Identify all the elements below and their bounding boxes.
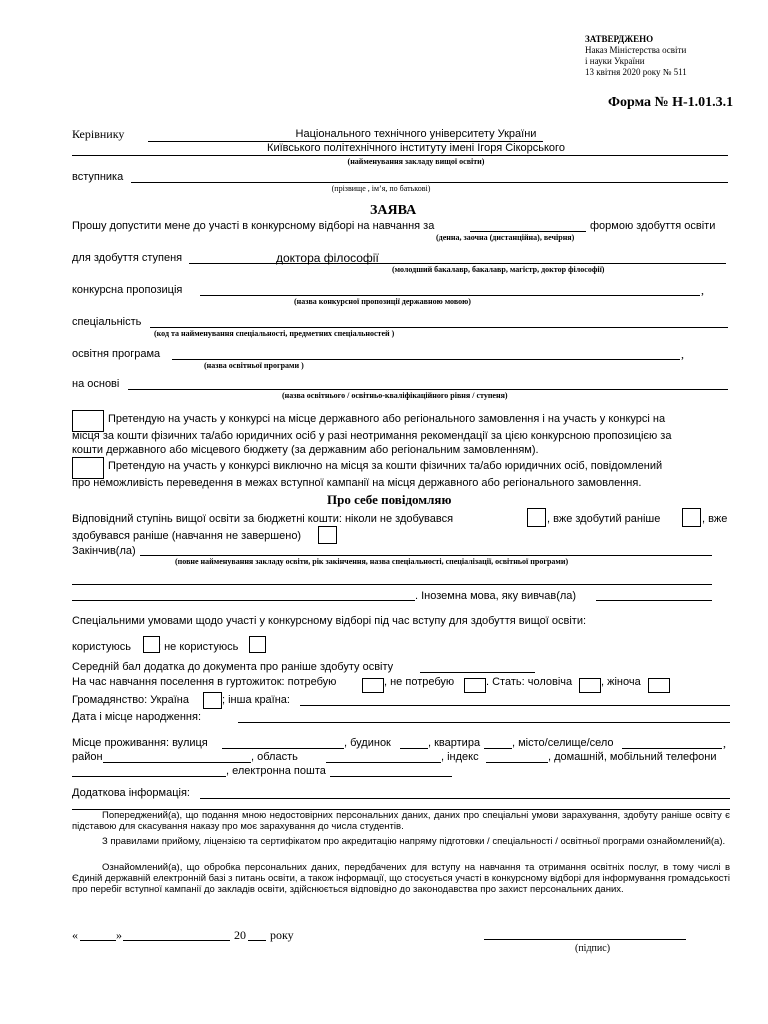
program-hint: (назва освітньої програми ) [204,361,304,370]
option-1-checkbox[interactable] [72,410,104,432]
specialty-label: спеціальність [72,316,142,328]
extra-label: Додаткова інформація: [72,787,190,799]
date-close: » [116,928,122,942]
birth-label: Дата і місце народження: [72,711,202,723]
request-line1-a: Прошу допустити мене до участі в конкурсному відборі на навчання за [72,220,435,232]
not-use-label: ; не користуюсь [158,641,239,653]
head-label: Керівнику [72,127,125,141]
institution-line-2: Київського політехнічного інституту імені Ігоря Сікорського [267,142,565,154]
dorm-no-label: , не потребую [384,676,455,688]
budget-text-d: здобувався раніше (навчання не завершено) [72,530,302,542]
other-country-label: ; інша країна: [222,694,290,706]
budget-text-c: , вже [702,513,728,525]
address-apt-label: , квартира [428,737,481,749]
option-2-line-2: про неможливість переведення в межах вступної кампанії на місця державного або регіонального замовлення. [72,477,642,489]
option-1-line-2: місця за кошти фізичних та/або юридичних осіб у разі неотримання рекомендації за цією конкурсною пропозицією за [72,430,672,442]
oblast-label: , область [251,751,298,763]
sex-label: . Стать: чоловіча [486,676,573,688]
about-heading: Про себе повідомляю [327,492,452,507]
use-label: користуюсь [72,641,131,653]
approval-line-2: і науки України [585,56,645,66]
not-use-checkbox[interactable] [249,636,266,653]
basis-hint: (назва освітнього / освітньо-кваліфікаційного рівня / ступеня) [282,391,508,400]
phones-label: , домашній, мобільний телефони [548,751,717,763]
program-label: освітня програма [72,348,161,360]
dorm-yes-checkbox[interactable] [362,678,384,693]
basis-label: на основі [72,378,120,390]
sex-male-checkbox[interactable] [579,678,601,693]
address-city-label: , місто/селище/село [512,737,614,749]
language-label: . Іноземна мова, яку вивчав(ла) [415,590,577,602]
budget-never-checkbox[interactable] [527,508,546,527]
address-house-label: , будинок [344,737,391,749]
year-suffix: року [270,928,294,942]
option-2-checkbox[interactable] [72,457,104,479]
notice-2: З правилами прийому, ліцензією та сертифікатом про акредитацію напряму підготовки / спеціальності / освітньої програми ознайомлений(а). [102,836,726,847]
signature-hint: (підпис) [575,943,611,954]
option-1-line-1: Претендую на участь у конкурсі на місце державного або регіонального замовлення і на участь у конкурсі на [108,413,666,425]
form-number: Форма № Н-1.01.3.1 [608,95,734,110]
dorm-label: На час навчання поселення в гуртожиток: потребую [72,676,337,688]
study-form-hint: (денна, заочна (дистанційна), вечірня) [436,233,575,242]
special-conditions: Спеціальними умовами щодо участі у конкурсному відборі під час вступу для здобуття вищої освіти: [72,615,587,627]
index-label: , індекс [441,751,479,763]
budget-already-checkbox[interactable] [682,508,701,527]
citizenship-ukraine-checkbox[interactable] [203,692,222,709]
approval-title: ЗАТВЕРДЖЕНО [585,34,654,44]
notice-3: Ознайомлений(а), що обробка персональних даних, передбачених для вступу на навчання та отримання освітніх послуг, в тому числі в Єдиній державній електронній базі з питань освіти, а також інформації, що стосується участі в конкурсному відборі для інформування громадськості про перебіг вступної кампанії до закладів освіти, здійснюється відповідно до законодавства про захист персональних даних. [72,862,730,895]
dorm-no-checkbox[interactable] [464,678,486,693]
notice-1: Попереджений(а), що подання мною недостовірних персональних даних, даних про спеціальні умови зарахування, здобуту раніше освіту є підставою для скасування наказу про моє зарахування до числа студентів. [72,810,730,832]
email-label: , електронна пошта [226,765,326,777]
institution-line-1: Національного технічного університету України [295,128,537,140]
specialty-hint: (код та найменування спеціальності, предметних спеціальностей ) [154,329,395,338]
sex-female-checkbox[interactable] [648,678,670,693]
year-prefix: 20 [234,928,246,942]
budget-text-a: Відповідний ступінь вищої освіти за бюджетні кошти: ніколи не здобувався [72,513,454,525]
degree-hint: (молодший бакалавр, бакалавр, магістр, доктор філософії) [392,265,605,274]
applicant-label: вступника [72,171,124,183]
approval-line-1: Наказ Міністерства освіти [585,45,687,55]
institution-hint: (найменування закладу вищої освіти) [347,157,485,166]
female-label: , жіноча [601,676,641,688]
address-street-label: Місце проживання: вулиця [72,737,208,749]
budget-text-b: , вже здобутий раніше [547,513,661,525]
avg-score-label: Середній бал додатка до документа про раніше здобуту освіту [72,661,394,673]
graduated-label: Закінчив(ла) [72,545,136,557]
budget-unfinished-checkbox[interactable] [318,526,337,544]
page-title: ЗАЯВА [370,203,417,218]
approval-line-3: 13 квітня 2020 року № 511 [585,67,687,77]
degree-label: для здобуття ступеня [72,252,183,264]
graduated-hint: (повне найменування закладу освіти, рік закінчення, назва спеціальності, спеціалізації, освітньої програми) [175,557,569,566]
degree-value: доктора філософії [276,251,379,265]
region-label: район [72,751,103,763]
proposal-label: конкурсна пропозиція [72,284,183,296]
date-open: « [72,928,78,942]
option-2-line-1: Претендую на участь у конкурсі виключно на місця за кошти фізичних та/або юридичних осіб, повідомлений [108,460,663,472]
request-line1-b: формою здобуття освіти [590,220,716,232]
option-1-line-3: кошти державного або місцевого бюджету (за державним або регіональним замовленням). [72,444,539,456]
applicant-hint: (прізвище , ім’я, по батькові) [331,184,431,193]
citizenship-label: Громадянство: Україна [72,694,189,706]
proposal-hint: (назва конкурсної пропозиції державною мовою) [294,297,471,306]
